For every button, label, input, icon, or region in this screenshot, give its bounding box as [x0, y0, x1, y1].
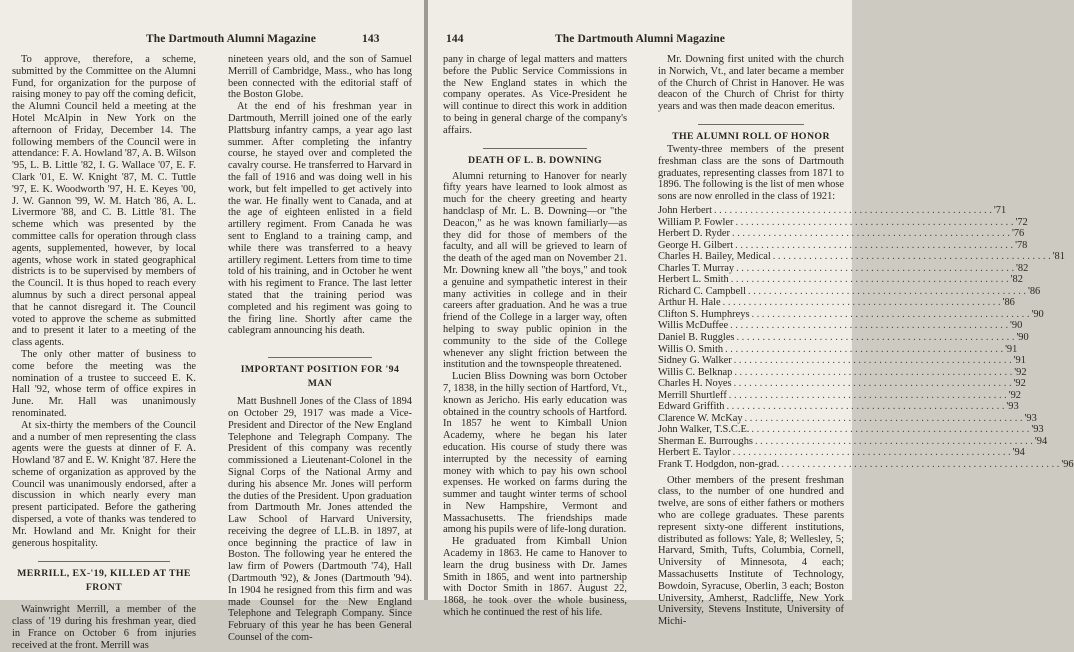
roll-entry: [658, 447, 1025, 459]
leader-dots: [752, 309, 1030, 321]
roll-entry: [658, 355, 1026, 367]
section-divider: [698, 124, 804, 125]
roll-entry: [658, 285, 1041, 298]
roll-entry-name: Merrill Shurtleff: [658, 389, 727, 401]
section-divider: [38, 561, 170, 562]
roll-entry-class: '86: [1027, 285, 1041, 297]
roll-entry-name: Willis C. Belknap: [658, 366, 733, 378]
roll-entry-class: '82: [1016, 262, 1029, 274]
roll-entry-name: Herbert E. Taylor: [658, 447, 731, 459]
roll-entry: [658, 204, 1007, 217]
roll-entry: [658, 308, 1044, 321]
left-page: [0, 0, 424, 651]
running-title-right: The Dartmouth Alumni Magazine: [555, 33, 725, 45]
page-number-right: 144: [446, 33, 464, 45]
roll-entry: [658, 378, 1026, 390]
roll-entry-name: William P. Fowler: [658, 216, 734, 228]
roll-entry-class: '82: [1010, 274, 1023, 286]
downing-paragraph-4: Mr. Downing first united with the church in Norwich, Vt., and later became a member of the Church of Christ in Hanover. He was deacon of the Church of Christ for thirty years and was then made deacon emeritus.: [658, 54, 844, 113]
roll-entry-class: '90: [1016, 331, 1029, 343]
roll-entry-name: Clarence W. McKay: [658, 412, 743, 424]
right-page: [428, 0, 1074, 628]
roll-outro: Other members of the present freshman class, to the number of one hundred and twelve, are sons of either fathers or mothers who are college graduates. These parents represent sixty-one different institutions, distributed as follows: Yale, 8; Wellesley, 5; Harvard, Smith, Tufts, Columbia, Cornell, University of Minnesota, 4 each; Massachusetts Institute of Technology, Bowdoin, Syracuse, Oberlin, 3 each; Boston University, Amherst, Radcliffe, New York University, Stevens Institute, University of Michi-: [658, 474, 844, 628]
roll-entry-class: '94: [1034, 435, 1048, 447]
roll-entry-name: Arthur H. Hale: [658, 297, 721, 309]
leader-dots: [736, 332, 1014, 344]
roll-entry-name: Charles T. Murray: [658, 262, 735, 274]
roll-entry: [658, 320, 1023, 332]
council-paragraph-2: The only other matter of business to come before the meeting was the nomination of a trustee to succeed E. K. Hall '92, whose term of office expires in June. Mr. Hall was unanimously renominated.: [12, 348, 196, 419]
roll-entry: [658, 459, 1074, 471]
roll-entry: [658, 424, 1044, 436]
roll-entry-name: John Herbert: [658, 204, 712, 216]
leader-dots: [732, 228, 1010, 240]
leader-dots: [731, 274, 1009, 286]
roll-entry-class: '91: [1013, 355, 1026, 367]
roll-entry-name: Clifton S. Humphreys: [658, 308, 750, 320]
roll-entry: [658, 251, 1065, 263]
left-column-1: [12, 54, 196, 652]
roll-entry-name: Sherman E. Burroughs: [658, 435, 753, 447]
merrill-paragraph-1: Wainwright Merrill, a member of the class of '19 during his freshman year, died in France on October 6 from injuries received at the front. Merrill was: [12, 604, 196, 651]
page-number-left: 143: [362, 33, 380, 45]
leader-dots: [723, 297, 1001, 309]
leader-dots: [751, 424, 1029, 436]
roll-entry: [658, 297, 1015, 309]
left-column-2: [228, 54, 412, 644]
council-paragraph-3: At six-thirty the members of the Council and a number of men representing the class agents were the guests at dinner of F. A. Howland '87 and E. W. Knight '87. Here the scheme of organization as approved by the Council was unanimously endorsed, after a discussion in which nearly every man present participated. Before the gathering dispersed, a vote of thanks was tendered to Mr. Howland and Mr. Knight for their generous hospitality.: [12, 419, 196, 549]
leader-dots: [714, 205, 992, 217]
roll-entry-name: Frank T. Hodgdon, non-grad.: [658, 459, 780, 470]
roll-entry-name: Edward Griffith: [658, 401, 725, 413]
downing-paragraph-1: Alumni returning to Hanover for nearly fifty years have learned to look almost as much for the cheery greeting and hearty handclasp of Mr. L. B. Downing—or "the Deacon," as he was known familiarly—as they did for those of members of the faculty, and all will be grieved to learn of the death of the aged man on November 21. Mr. Downing knew all "the boys," and took a genuine and sympathetic interest in their many activities in college and in their careers after graduation. And he was a true friend of the College in a larger way, often helping to sway public opinion in the community to the side of the College whenever any slight friction between the institution and the townspeople threatened.: [443, 170, 627, 371]
section-divider: [268, 357, 372, 358]
roll-entry-class: '92: [1014, 366, 1027, 378]
spacer: [12, 595, 196, 604]
downing-heading: DEATH OF L. B. DOWNING: [468, 154, 602, 166]
roll-of-honor-heading: THE ALUMNI ROLL OF HONOR: [672, 130, 830, 142]
jones-heading: IMPORTANT POSITION FOR '94 MAN: [240, 364, 400, 390]
leader-dots: [748, 286, 1026, 298]
roll-entry-name: George H. Gilbert: [658, 239, 734, 251]
merrill-paragraph-2: At the end of his freshman year in Dartmouth, Merrill joined one of the early Plattsburg infantry camps, a year ago last summer. After completing the infantry course, he stayed over and completed the cavalry course. He transferred to Harvard in the fall of 1916 and was doing well in his work, but felt impelled to get actively into the war. He finally went to Canada, and at the age of eighteen enlisted in a field artillery regiment. From Canada he was sent to England to a training camp, and while there was transferred to a heavy artillery regiment. Letters from time to time told of his training, and in October he went with his regiment to France. The last letter stated that the training period was completed and his regiment was going to the firing line. Shortly after came the cablegram announcing his death.: [228, 101, 412, 337]
leader-dots: [729, 390, 1007, 402]
roll-entry-name: Willis O. Smith: [658, 343, 724, 355]
section-divider: [483, 148, 587, 149]
leader-dots: [730, 320, 1008, 332]
roll-entry: [658, 412, 1037, 425]
roll-entry-class: '96: [1061, 459, 1074, 470]
roll-entry: [658, 331, 1029, 344]
roll-entry: [658, 216, 1028, 229]
roll-entry: [658, 239, 1028, 252]
roll-entry-class: '92: [1013, 378, 1026, 390]
roll-entry: [658, 401, 1019, 413]
right-column-1: [443, 54, 627, 619]
leader-dots: [735, 240, 1013, 252]
roll-entry: [658, 228, 1025, 240]
leader-dots: [725, 344, 1003, 356]
roll-of-honor-list: [658, 204, 1074, 471]
leader-dots: [734, 367, 1012, 379]
roll-entry-name: Charles H. Noyes: [658, 378, 732, 390]
jones-paragraph-continued: pany in charge of legal matters and matters before the Public Service Commissions in the New England states in which the company operates. As Vice-President he will continue to direct this work in addition to being in general charge of the company's affairs.: [443, 54, 627, 136]
roll-entry-name: Charles H. Bailey, Medical: [658, 251, 771, 263]
leader-dots: [781, 459, 1059, 471]
roll-entry-class: '93: [1024, 412, 1037, 424]
merrill-heading: MERRILL, EX-'19, KILLED AT THE FRONT: [17, 568, 191, 594]
running-title-left: The Dartmouth Alumni Magazine: [146, 33, 316, 45]
roll-entry-class: '86: [1002, 297, 1015, 309]
jones-paragraph: Matt Bushnell Jones of the Class of 1894 on October 29, 1917 was made a Vice-President and Director of the New England Telephone and Telegraph Company. The President of this company was recently commissioned a Lieutenant-Colonel in the Signal Corps of the National Army and during his absence Mr. Jones will perform the duties of the President. Upon graduation from Dartmouth Mr. Jones attended the Law School of Harvard University, receiving the degree of LL.B. in 1897, at once beginning the practice of law in Boston. The following year he entered the law firm of Powers (Dartmouth '74), Hall (Dartmouth '92), & Jones (Dartmouth '94). In 1904 he resigned from this firm and was made Counsel for the New England Telephone and Telegraph Company. Since February of this year he has been General Counsel of the com-: [228, 396, 412, 644]
roll-entry-class: '81: [1052, 251, 1065, 263]
roll-entry: [658, 389, 1021, 402]
leader-dots: [726, 401, 1004, 413]
leader-dots: [736, 217, 1014, 229]
roll-entry: [658, 262, 1029, 275]
roll-entry-class: '93: [1031, 424, 1044, 436]
roll-entry-name: Herbert D. Ryder: [658, 228, 731, 240]
downing-paragraph-2: Lucien Bliss Downing was born October 7, 1838, in the hilly section of Hartford, Vt., known as Jericho. His early education was obtained in the country schools of Hartford. In 1857 he went to Kimball Union Academy, where he began his later education. His course of study there was interrupted by the necessity of earning money with which to pay his own school expenses. He worked on farms during the summer and taught winter terms of school in New Hampshire, Vermont and Massachusetts. The friendships made among his pupils were of life-long duration.: [443, 371, 627, 536]
roll-entry-name: Richard C. Campbell: [658, 285, 747, 297]
leader-dots: [734, 355, 1012, 367]
roll-entry-class: '78: [1015, 239, 1028, 251]
roll-entry: [658, 343, 1018, 356]
leader-dots: [734, 378, 1012, 390]
roll-entry-name: John Walker, T.S.C.E.: [658, 424, 750, 436]
roll-entry-name: Sidney G. Walker: [658, 355, 732, 367]
roll-entry-class: '90: [1031, 308, 1044, 320]
roll-entry-class: '72: [1015, 216, 1028, 228]
right-column-2: [658, 54, 1074, 628]
leader-dots: [755, 436, 1033, 448]
leader-dots: [745, 413, 1023, 425]
council-paragraph-1: To approve, therefore, a scheme, submitted by the Committee on the Alumni Fund, for organization for the purpose of raising money to pay off the coming deficit, the Alumni Council held a meeting at the Hotel McAlpin in New York on the afternoon of Friday, December 14. The following members of the Council were in attendance: F. A. Howland '87, A. B. Wilson '95, L. B. Little '82, I. G. Wallace '07, E. F. Clark '01, E. W. Knight '87, M. C. Tuttle '97, E. K. Woodworth '97, H. E. Keyes '00, J. W. Gannon '99, W. M. Hatch '86, A. L. Livermore '88, and C. B. Little '81. The scheme which was presented by the committee calls for operation through class agents, supplemented, however, by local agents, whose work in stated geographical districts is to be supervised by members of the Council. It is thus hoped to reach every alumnus by such a direct personal appeal that he cannot disregard it. The Council voted to approve the scheme as submitted and to present it later to a meeting of the class agents.: [12, 54, 196, 349]
roll-intro: Twenty-three members of the present freshman class are the sons of Dartmouth graduates, representing classes from 1871 to 1896. The following is the list of men whose sons are now enrolled in the class of 1921:: [658, 143, 844, 203]
roll-entry-name: Daniel B. Ruggles: [658, 331, 735, 343]
roll-entry-class: '76: [1011, 228, 1025, 240]
leader-dots: [733, 447, 1011, 459]
leader-dots: [773, 251, 1051, 263]
leader-dots: [736, 263, 1014, 275]
roll-entry-class: '91: [1005, 343, 1018, 355]
roll-entry-class: '93: [1006, 401, 1019, 413]
roll-entry-name: Willis McDuffee: [658, 320, 729, 332]
roll-entry-class: '94: [1012, 447, 1025, 459]
roll-entry-class: '90: [1010, 320, 1023, 332]
roll-entry: [658, 435, 1048, 448]
roll-entry-name: Herbert L. Smith: [658, 274, 729, 286]
roll-entry-class: '92: [1008, 389, 1021, 401]
merrill-paragraph-1-continued: nineteen years old, and the son of Samuel Merrill of Cambridge, Mass., who has long been connected with the editorial staff of the Boston Globe.: [228, 54, 412, 101]
downing-paragraph-3: He graduated from Kimball Union Academy in 1863. He came to Hanover to learn the drug business with Dr. James Smith in 1865, and went into partnership with Doctor Smith in 1867. August 22, 1868, he took over the whole business, which he continued the rest of his life.: [443, 536, 627, 619]
roll-entry-class: '71: [993, 204, 1007, 216]
roll-entry: [658, 274, 1023, 286]
roll-entry: [658, 366, 1027, 379]
